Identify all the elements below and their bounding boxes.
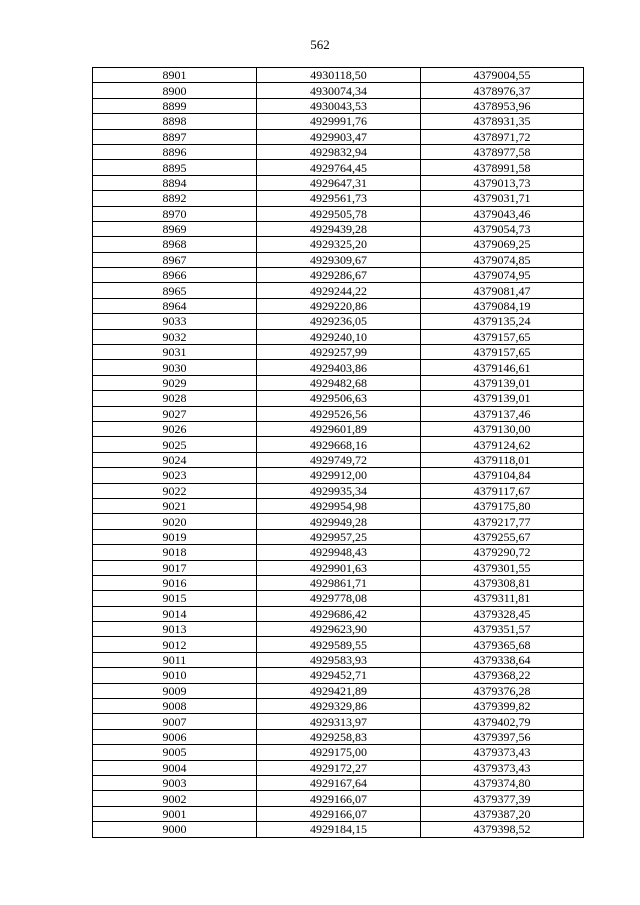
point-number-cell: 8897	[93, 129, 257, 144]
table-row	[93, 575, 584, 590]
table-row	[93, 191, 584, 206]
table-row	[93, 560, 584, 575]
y-coordinate-cell: 4379402,79	[421, 714, 584, 729]
table-row	[93, 329, 584, 344]
table-row	[93, 822, 584, 837]
y-coordinate-cell: 4379399,82	[421, 699, 584, 714]
x-coordinate-cell: 4929175,00	[257, 745, 421, 760]
coordinates-table	[92, 67, 584, 838]
table-row	[93, 360, 584, 375]
table-row	[93, 714, 584, 729]
x-coordinate-cell: 4929329,86	[257, 699, 421, 714]
point-number-cell: 9003	[93, 775, 257, 790]
table-row	[93, 514, 584, 529]
x-coordinate-cell: 4929957,25	[257, 529, 421, 544]
y-coordinate-cell: 4379157,65	[421, 329, 584, 344]
point-number-cell: 8968	[93, 237, 257, 252]
x-coordinate-cell: 4929244,22	[257, 283, 421, 298]
x-coordinate-cell: 4929526,56	[257, 406, 421, 421]
y-coordinate-cell: 4379043,46	[421, 206, 584, 221]
y-coordinate-cell: 4378971,72	[421, 129, 584, 144]
point-number-cell: 9021	[93, 498, 257, 513]
x-coordinate-cell: 4929686,42	[257, 606, 421, 621]
x-coordinate-cell: 4929561,73	[257, 191, 421, 206]
y-coordinate-cell: 4378977,58	[421, 144, 584, 159]
point-number-cell: 9031	[93, 345, 257, 360]
x-coordinate-cell: 4929184,15	[257, 822, 421, 837]
table-row	[93, 391, 584, 406]
y-coordinate-cell: 4379117,67	[421, 483, 584, 498]
y-coordinate-cell: 4379124,62	[421, 437, 584, 452]
table-row	[93, 283, 584, 298]
y-coordinate-cell: 4379373,43	[421, 760, 584, 775]
y-coordinate-cell: 4379139,01	[421, 391, 584, 406]
point-number-cell: 9005	[93, 745, 257, 760]
point-number-cell: 8901	[93, 68, 257, 83]
y-coordinate-cell: 4379377,39	[421, 791, 584, 806]
x-coordinate-cell: 4929258,83	[257, 729, 421, 744]
point-number-cell: 8894	[93, 175, 257, 190]
point-number-cell: 9014	[93, 606, 257, 621]
x-coordinate-cell: 4929764,45	[257, 160, 421, 175]
table-row	[93, 83, 584, 98]
table-row	[93, 129, 584, 144]
y-coordinate-cell: 4379137,46	[421, 406, 584, 421]
x-coordinate-cell: 4929236,05	[257, 314, 421, 329]
point-number-cell: 9025	[93, 437, 257, 452]
y-coordinate-cell: 4379081,47	[421, 283, 584, 298]
table-row	[93, 637, 584, 652]
y-coordinate-cell: 4379031,71	[421, 191, 584, 206]
x-coordinate-cell: 4929601,89	[257, 421, 421, 436]
point-number-cell: 8969	[93, 221, 257, 236]
table-row	[93, 298, 584, 313]
table-row	[93, 483, 584, 498]
point-number-cell: 8895	[93, 160, 257, 175]
y-coordinate-cell: 4379084,19	[421, 298, 584, 313]
x-coordinate-cell: 4929325,20	[257, 237, 421, 252]
y-coordinate-cell: 4379255,67	[421, 529, 584, 544]
x-coordinate-cell: 4929778,08	[257, 591, 421, 606]
table-row	[93, 452, 584, 467]
table-row	[93, 98, 584, 113]
y-coordinate-cell: 4379157,65	[421, 345, 584, 360]
point-number-cell: 9026	[93, 421, 257, 436]
x-coordinate-cell: 4929901,63	[257, 560, 421, 575]
x-coordinate-cell: 4929505,78	[257, 206, 421, 221]
y-coordinate-cell: 4379074,95	[421, 268, 584, 283]
table-row	[93, 529, 584, 544]
y-coordinate-cell: 4379217,77	[421, 514, 584, 529]
point-number-cell: 9020	[93, 514, 257, 529]
table-row	[93, 775, 584, 790]
point-number-cell: 9010	[93, 668, 257, 683]
x-coordinate-cell: 4929506,63	[257, 391, 421, 406]
x-coordinate-cell: 4929421,89	[257, 683, 421, 698]
y-coordinate-cell: 4379311,81	[421, 591, 584, 606]
x-coordinate-cell: 4929167,64	[257, 775, 421, 790]
x-coordinate-cell: 4929954,98	[257, 498, 421, 513]
y-coordinate-cell: 4379004,55	[421, 68, 584, 83]
y-coordinate-cell: 4379069,25	[421, 237, 584, 252]
table-row	[93, 114, 584, 129]
x-coordinate-cell: 4929912,00	[257, 468, 421, 483]
point-number-cell: 9033	[93, 314, 257, 329]
y-coordinate-cell: 4379054,73	[421, 221, 584, 236]
y-coordinate-cell: 4379074,85	[421, 252, 584, 267]
point-number-cell: 8964	[93, 298, 257, 313]
point-number-cell: 9022	[93, 483, 257, 498]
y-coordinate-cell: 4379397,56	[421, 729, 584, 744]
x-coordinate-cell: 4929257,99	[257, 345, 421, 360]
table-row	[93, 252, 584, 267]
x-coordinate-cell: 4929583,93	[257, 652, 421, 667]
point-number-cell: 8966	[93, 268, 257, 283]
table-row	[93, 699, 584, 714]
table-row	[93, 652, 584, 667]
point-number-cell: 9027	[93, 406, 257, 421]
table-row	[93, 683, 584, 698]
table-row	[93, 421, 584, 436]
page-number: 562	[310, 37, 330, 52]
point-number-cell: 9030	[93, 360, 257, 375]
x-coordinate-cell: 4929935,34	[257, 483, 421, 498]
point-number-cell: 9017	[93, 560, 257, 575]
x-coordinate-cell: 4929749,72	[257, 452, 421, 467]
table-row	[93, 206, 584, 221]
x-coordinate-cell: 4929309,67	[257, 252, 421, 267]
x-coordinate-cell: 4929482,68	[257, 375, 421, 390]
x-coordinate-cell: 4929166,07	[257, 791, 421, 806]
y-coordinate-cell: 4379338,64	[421, 652, 584, 667]
y-coordinate-cell: 4379376,28	[421, 683, 584, 698]
coordinates-table-body	[93, 68, 584, 838]
y-coordinate-cell: 4379013,73	[421, 175, 584, 190]
y-coordinate-cell: 4379368,22	[421, 668, 584, 683]
table-row	[93, 68, 584, 83]
table-row	[93, 237, 584, 252]
x-coordinate-cell: 4929991,76	[257, 114, 421, 129]
y-coordinate-cell: 4378991,58	[421, 160, 584, 175]
point-number-cell: 9016	[93, 575, 257, 590]
point-number-cell: 8892	[93, 191, 257, 206]
point-number-cell: 8899	[93, 98, 257, 113]
x-coordinate-cell: 4929949,28	[257, 514, 421, 529]
y-coordinate-cell: 4379290,72	[421, 545, 584, 560]
x-coordinate-cell: 4929240,10	[257, 329, 421, 344]
x-coordinate-cell: 4929948,43	[257, 545, 421, 560]
x-coordinate-cell: 4929832,94	[257, 144, 421, 159]
point-number-cell: 9018	[93, 545, 257, 560]
point-number-cell: 9029	[93, 375, 257, 390]
table-row	[93, 498, 584, 513]
table-row	[93, 545, 584, 560]
table-row	[93, 468, 584, 483]
table-row	[93, 668, 584, 683]
point-number-cell: 9000	[93, 822, 257, 837]
point-number-cell: 9015	[93, 591, 257, 606]
y-coordinate-cell: 4379130,00	[421, 421, 584, 436]
point-number-cell: 8965	[93, 283, 257, 298]
point-number-cell: 9004	[93, 760, 257, 775]
table-row	[93, 591, 584, 606]
y-coordinate-cell: 4379373,43	[421, 745, 584, 760]
y-coordinate-cell: 4378931,35	[421, 114, 584, 129]
table-row	[93, 268, 584, 283]
x-coordinate-cell: 4929452,71	[257, 668, 421, 683]
point-number-cell: 8967	[93, 252, 257, 267]
y-coordinate-cell: 4379387,20	[421, 806, 584, 821]
x-coordinate-cell: 4929313,97	[257, 714, 421, 729]
point-number-cell: 8970	[93, 206, 257, 221]
table-row	[93, 144, 584, 159]
y-coordinate-cell: 4379139,01	[421, 375, 584, 390]
table-row	[93, 745, 584, 760]
table-row	[93, 160, 584, 175]
x-coordinate-cell: 4929668,16	[257, 437, 421, 452]
point-number-cell: 9007	[93, 714, 257, 729]
point-number-cell: 9002	[93, 791, 257, 806]
point-number-cell: 9006	[93, 729, 257, 744]
table-row	[93, 760, 584, 775]
x-coordinate-cell: 4930118,50	[257, 68, 421, 83]
table-row	[93, 437, 584, 452]
y-coordinate-cell: 4379104,84	[421, 468, 584, 483]
table-row	[93, 314, 584, 329]
x-coordinate-cell: 4930074,34	[257, 83, 421, 98]
y-coordinate-cell: 4379301,55	[421, 560, 584, 575]
x-coordinate-cell: 4930043,53	[257, 98, 421, 113]
x-coordinate-cell: 4929861,71	[257, 575, 421, 590]
y-coordinate-cell: 4379135,24	[421, 314, 584, 329]
table-row	[93, 375, 584, 390]
table-row	[93, 406, 584, 421]
y-coordinate-cell: 4379146,61	[421, 360, 584, 375]
x-coordinate-cell: 4929903,47	[257, 129, 421, 144]
x-coordinate-cell: 4929286,67	[257, 268, 421, 283]
y-coordinate-cell: 4379328,45	[421, 606, 584, 621]
x-coordinate-cell: 4929220,86	[257, 298, 421, 313]
x-coordinate-cell: 4929403,86	[257, 360, 421, 375]
x-coordinate-cell: 4929647,31	[257, 175, 421, 190]
x-coordinate-cell: 4929166,07	[257, 806, 421, 821]
y-coordinate-cell: 4378976,37	[421, 83, 584, 98]
point-number-cell: 9032	[93, 329, 257, 344]
x-coordinate-cell: 4929589,55	[257, 637, 421, 652]
point-number-cell: 9028	[93, 391, 257, 406]
y-coordinate-cell: 4379351,57	[421, 622, 584, 637]
point-number-cell: 8898	[93, 114, 257, 129]
table-row	[93, 175, 584, 190]
y-coordinate-cell: 4379365,68	[421, 637, 584, 652]
point-number-cell: 9019	[93, 529, 257, 544]
table-row	[93, 345, 584, 360]
table-row	[93, 806, 584, 821]
point-number-cell: 8896	[93, 144, 257, 159]
table-row	[93, 622, 584, 637]
point-number-cell: 9009	[93, 683, 257, 698]
y-coordinate-cell: 4379308,81	[421, 575, 584, 590]
y-coordinate-cell: 4379175,80	[421, 498, 584, 513]
point-number-cell: 9001	[93, 806, 257, 821]
x-coordinate-cell: 4929172,27	[257, 760, 421, 775]
table-row	[93, 221, 584, 236]
table-row	[93, 791, 584, 806]
y-coordinate-cell: 4379118,01	[421, 452, 584, 467]
table-row	[93, 729, 584, 744]
point-number-cell: 8900	[93, 83, 257, 98]
x-coordinate-cell: 4929623,90	[257, 622, 421, 637]
y-coordinate-cell: 4379374,80	[421, 775, 584, 790]
x-coordinate-cell: 4929439,28	[257, 221, 421, 236]
point-number-cell: 9013	[93, 622, 257, 637]
point-number-cell: 9011	[93, 652, 257, 667]
point-number-cell: 9023	[93, 468, 257, 483]
point-number-cell: 9008	[93, 699, 257, 714]
point-number-cell: 9024	[93, 452, 257, 467]
point-number-cell: 9012	[93, 637, 257, 652]
y-coordinate-cell: 4379398,52	[421, 822, 584, 837]
table-row	[93, 606, 584, 621]
y-coordinate-cell: 4378953,96	[421, 98, 584, 113]
